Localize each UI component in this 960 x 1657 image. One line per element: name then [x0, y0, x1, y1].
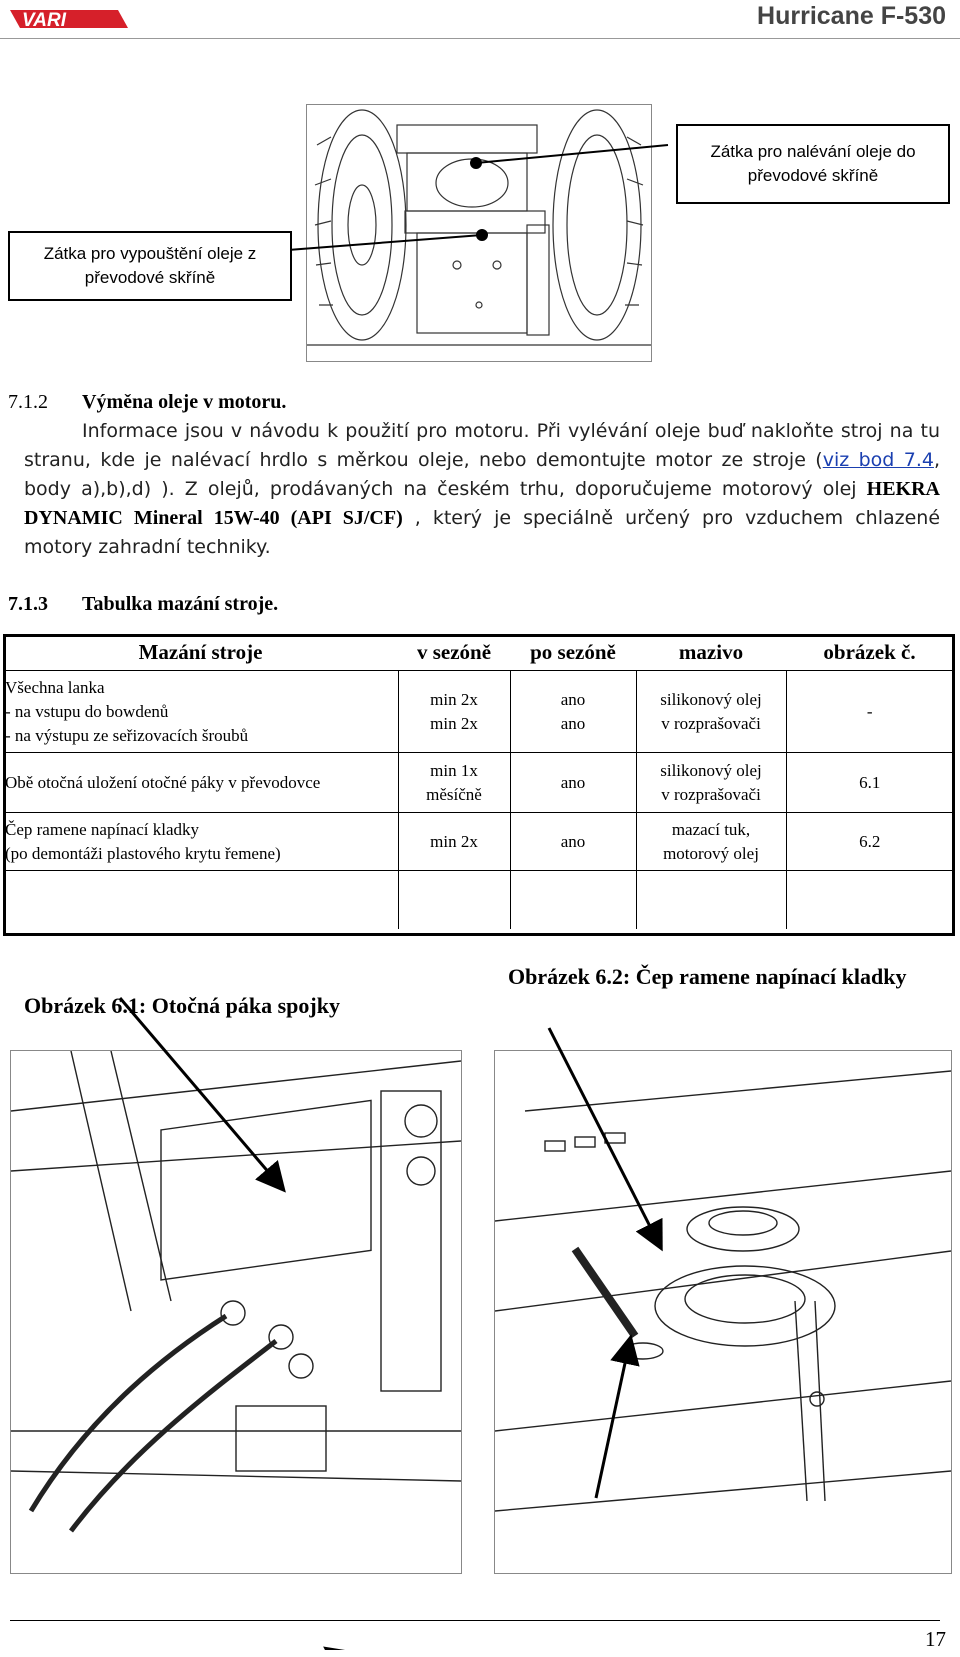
para-text-b: , body a),b),d) ). Z olejů, prodávaných na českém trhu, doporučujeme motorový olej	[24, 449, 940, 500]
cell-figure: -	[786, 671, 953, 753]
lubrication-table	[3, 634, 953, 929]
table-row	[3, 813, 953, 871]
caption-figure-6-1: Obrázek 6.1: Otočná páka spojky	[24, 993, 340, 1018]
para-text-a: Informace jsou v návodu k použití pro motoru. Při vylévání oleje buď nakloňte stroj na tu stranu, kde je nalévací hrdlo s měrkou oleje, nebo demontujte motor ze stroje (	[24, 420, 940, 471]
cell-after-season: ano ano	[510, 671, 636, 753]
cell-after-season: ano	[510, 753, 636, 813]
footer-divider	[10, 1620, 940, 1621]
brand-text: VARI	[22, 10, 66, 31]
cell-after-season: ano	[510, 813, 636, 871]
table-header-row	[3, 634, 953, 671]
document-title: Hurricane F-530	[757, 2, 946, 30]
cell-season: min 1x měsíčně	[398, 753, 510, 813]
cell-lubricant: mazací tuk, motorový olej	[636, 813, 786, 871]
para-text-c: , který je speciálně určený pro vzduchem chlazené motory zahradní techniky.	[24, 507, 941, 558]
th-after-season: po sezóně	[510, 634, 636, 671]
callout-fill-plug: Zátka pro nalévání oleje do převodové skříně	[676, 124, 950, 204]
section-title: Tabulka mazání stroje.	[82, 593, 279, 615]
table-empty-row	[3, 871, 953, 929]
cell-part: Obě otočná uložení otočné páky v převodovce	[3, 753, 398, 813]
table-row	[3, 753, 953, 813]
caption-figure-6-2: Obrázek 6.2: Čep ramene napínací kladky	[508, 964, 907, 989]
cell-lubricant: silikonový olej v rozprašovači	[636, 753, 786, 813]
th-part: Mazání stroje	[3, 634, 398, 671]
section-number: 7.1.3	[8, 593, 48, 615]
link-section-7-4[interactable]: viz bod 7.4	[822, 449, 934, 471]
section-7-1-2-heading	[8, 391, 286, 414]
cell-part: Všechna lanka - na vstupu do bowdenů - na výstupu ze seřizovacích šroubů	[3, 671, 398, 753]
cell-figure: 6.1	[786, 753, 953, 813]
cell-season: min 2x	[398, 813, 510, 871]
table-row	[3, 671, 953, 753]
cell-season: min 2x min 2x	[398, 671, 510, 753]
figure-arrows	[0, 950, 960, 1650]
callout-drain-plug: Zátka pro vypouštění oleje z převodové skříně	[8, 231, 292, 301]
th-season: v sezóně	[398, 634, 510, 671]
th-lubricant: mazivo	[636, 634, 786, 671]
section-7-1-2-text	[24, 417, 940, 562]
cell-part: Čep ramene napínací kladky (po demontáži plastového krytu řemene)	[3, 813, 398, 871]
cell-lubricant: silikonový olej v rozprašovači	[636, 671, 786, 753]
oil-product-name: HEKRA DYNAMIC Mineral 15W-40 (API SJ/CF)	[24, 478, 940, 529]
section-7-1-3-heading	[8, 593, 278, 616]
section-title: Výměna oleje v motoru.	[82, 391, 287, 413]
cell-figure: 6.2	[786, 813, 953, 871]
th-figure: obrázek č.	[786, 634, 953, 671]
page-number: 17	[925, 1627, 946, 1651]
section-number: 7.1.2	[8, 391, 48, 413]
